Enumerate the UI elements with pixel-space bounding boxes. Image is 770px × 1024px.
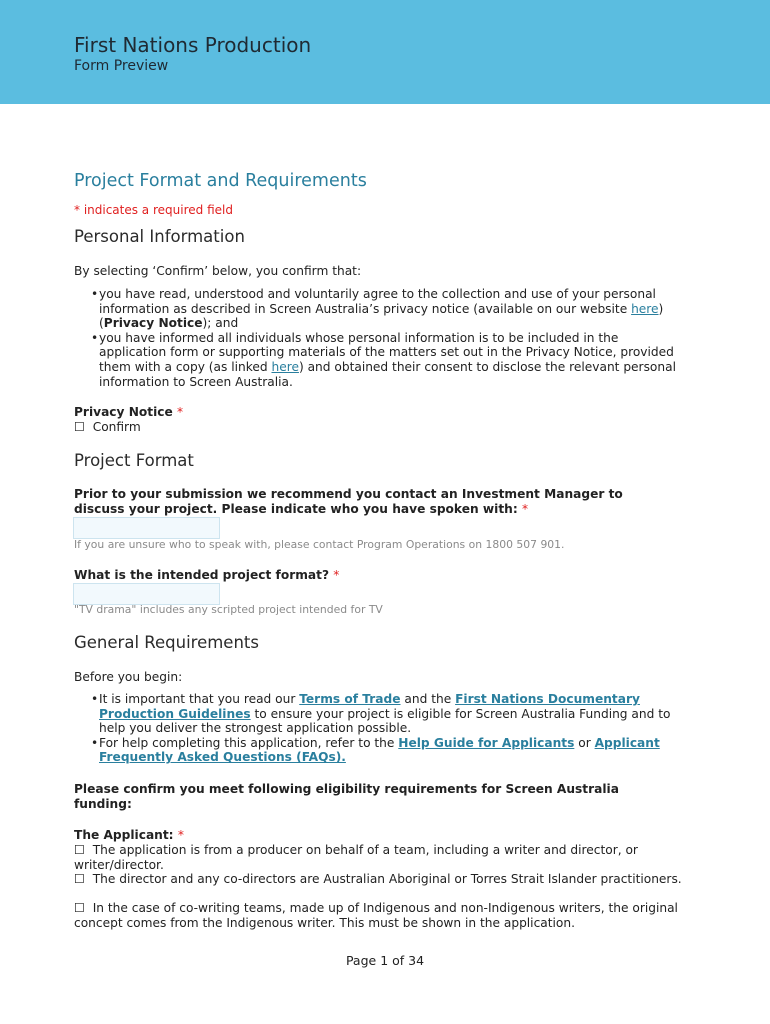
general-requirements-heading: General Requirements <box>74 633 259 652</box>
personal-bullet-1 <box>74 287 679 331</box>
bullet-text: and the <box>400 692 456 706</box>
form-subtitle: Form Preview <box>74 58 169 74</box>
bullet-text: For help completing this application, refer to the <box>99 735 399 750</box>
privacy-notice-term: Privacy Notice <box>103 316 203 331</box>
terms-of-trade-link[interactable]: Terms of Trade <box>299 692 401 706</box>
investment-manager-input[interactable] <box>73 517 220 539</box>
option-text: The director and any co-directors are Australian Aboriginal or Torres Strait Islander practitioners. <box>92 872 682 886</box>
required-field-note: * indicates a required field <box>74 203 233 217</box>
help-guide-link[interactable]: Help Guide for Applicants <box>398 735 575 750</box>
question-text: What is the intended project format? <box>74 568 330 582</box>
investment-manager-question <box>74 487 674 516</box>
project-format-question <box>74 568 339 583</box>
project-format-input[interactable] <box>73 583 220 605</box>
required-star: * <box>521 501 529 516</box>
personal-bullet-2 <box>74 331 679 389</box>
project-format-help: "TV drama" includes any scripted project intended for TV <box>74 603 383 616</box>
privacy-copy-link[interactable]: here <box>271 359 299 374</box>
bullet-text: ) and obtained their consent to disclose the relevant personal information to Screen Australia. <box>99 359 676 389</box>
confirm-checkbox-row[interactable] <box>74 420 141 435</box>
faq-link[interactable]: Applicant Frequently Asked Questions (FAQs). <box>99 735 660 765</box>
applicant-option-3[interactable] <box>74 901 684 930</box>
applicant-option-1[interactable] <box>74 843 684 872</box>
general-bullet-2 <box>74 736 679 765</box>
question-text: Prior to your submission we recommend you contact an Investment Manager to discuss your project. Please indicate who you have spoken with: <box>74 487 623 516</box>
general-intro: Before you begin: <box>74 670 183 684</box>
option-text: The application is from a producer on behalf of a team, including a writer and director, or writer/director. <box>74 843 638 872</box>
page-number: Page 1 of 34 <box>345 953 425 968</box>
bullet-text: ); and <box>202 316 239 331</box>
bullet-text: It is important that you read our <box>99 692 300 706</box>
general-bullets <box>74 692 679 765</box>
checkbox-icon[interactable]: ☐ <box>74 872 85 886</box>
checkbox-icon[interactable]: ☐ <box>74 420 85 434</box>
bullet-text: you have informed all individuals whose personal information is to be included in the application form or supporting materials of the matters set out in the Privacy Notice, provided them with a copy (as linked <box>99 330 674 374</box>
investment-manager-help: If you are unsure who to speak with, please contact Program Operations on 1800 507 901. <box>74 538 565 551</box>
option-text: In the case of co-writing teams, made up of Indigenous and non-Indigenous writers, the original concept comes from the Indigenous writer. This must be shown in the application. <box>74 901 678 930</box>
form-title: First Nations Production <box>74 33 312 57</box>
confirm-label: Confirm <box>92 420 141 434</box>
applicant-label <box>74 828 184 843</box>
label-text: The Applicant: <box>74 828 174 842</box>
required-star: * <box>177 405 184 419</box>
bullet-text: you have read, understood and voluntarily agree to the collection and use of your personal information as described in Screen Australia’s privacy notice (available on our website <box>99 287 656 316</box>
project-format-heading: Project Format <box>74 451 194 470</box>
page-header <box>0 0 770 104</box>
bullet-text: to ensure your project is eligible for Screen Australia Funding and to help you deliver the strongest application possible. <box>99 706 671 736</box>
label-text: Privacy Notice <box>74 405 173 419</box>
eligibility-statement: Please confirm you meet following eligibility requirements for Screen Australia funding: <box>74 782 619 811</box>
general-bullet-1 <box>74 692 679 736</box>
required-star: * <box>177 828 184 842</box>
section-title: Project Format and Requirements <box>74 171 367 191</box>
bullet-text: ) ( <box>99 301 664 331</box>
production-guidelines-link[interactable]: First Nations Documentary Production Guidelines <box>99 692 640 721</box>
checkbox-icon[interactable]: ☐ <box>74 901 85 915</box>
personal-bullets <box>74 287 679 389</box>
privacy-notice-link[interactable]: here <box>631 301 659 316</box>
personal-information-heading: Personal Information <box>74 227 245 246</box>
bullet-text: or <box>574 735 595 750</box>
personal-intro: By selecting ‘Confirm’ below, you confirm that: <box>74 264 362 278</box>
checkbox-icon[interactable]: ☐ <box>74 843 85 857</box>
applicant-option-2[interactable] <box>74 872 684 887</box>
required-star: * <box>333 568 340 582</box>
privacy-notice-label <box>74 405 183 420</box>
